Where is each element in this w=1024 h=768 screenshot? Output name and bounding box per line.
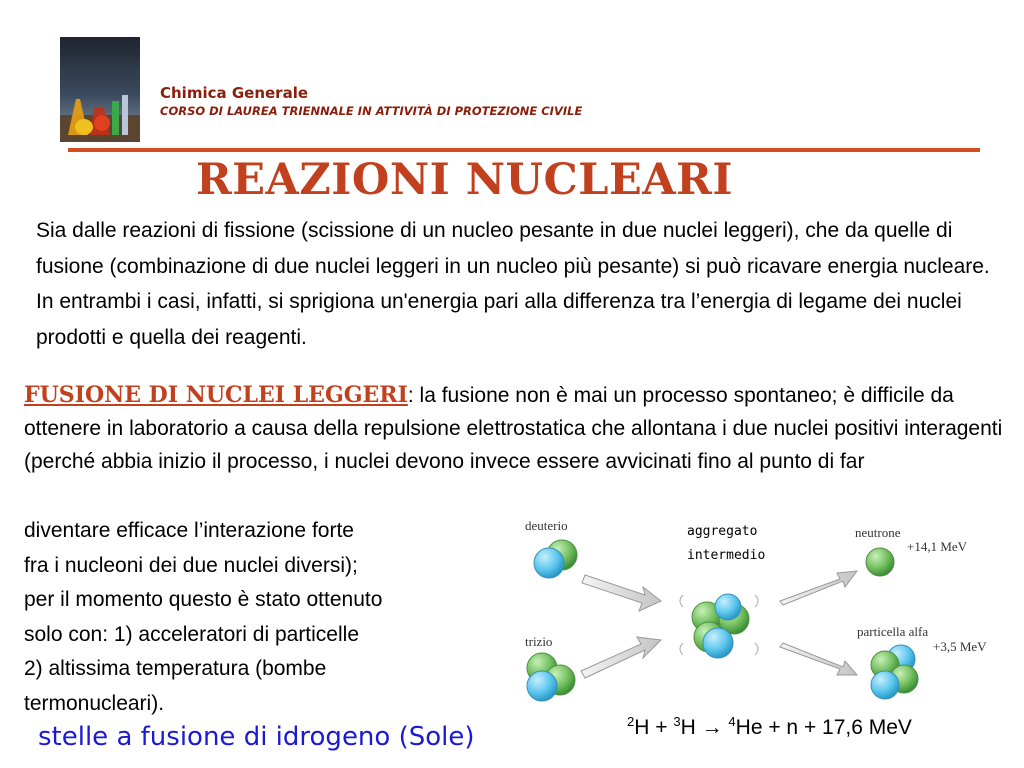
slide-title: REAZIONI NUCLEARI	[196, 155, 733, 205]
arrow-icon: →	[701, 716, 723, 739]
deuterium-label: deuterio	[525, 518, 568, 533]
fusion-line: 2) altissima temperatura (bombe	[24, 657, 327, 680]
fusion-line: termonucleari).	[24, 691, 165, 715]
flask-icon	[60, 37, 140, 142]
fusion-continuation	[24, 514, 514, 721]
proton-ball	[715, 594, 741, 620]
arrow-icon	[581, 637, 661, 678]
aggregate-label: aggregato	[687, 524, 758, 539]
mass-number: 4	[728, 714, 736, 729]
arrow-icon	[780, 571, 857, 605]
fusion-equation	[627, 716, 912, 740]
arrow-icon	[780, 643, 857, 675]
fusion-diagram	[515, 515, 1020, 720]
proton-ball	[527, 671, 557, 701]
tritium-label: trizio	[525, 634, 553, 649]
arrow-icon	[582, 575, 661, 611]
equation-part: He + n + 17,6 MeV	[735, 716, 912, 739]
equation-part: H +	[634, 716, 674, 739]
mass-number: 3	[673, 714, 681, 729]
fusion-paragraph	[24, 379, 1004, 478]
proton-ball	[703, 628, 733, 658]
fusion-text: : la fusione non è mai un processo spontaneo; è difficile da ottenere in laboratorio a causa della repulsione elettrostatica che allontana i due nuclei positivi interagenti (perché abbia inizio il processo, i nuclei devono invece essere avvicinati fino al punto di far	[24, 384, 1003, 473]
fusion-line: diventare efficace l’interazione forte	[24, 519, 354, 542]
aggregate-label: intermedio	[687, 548, 766, 563]
fusion-line: per il momento questo è stato ottenuto	[24, 588, 383, 611]
fusion-line: solo con: 1) acceleratori di particelle	[24, 622, 359, 646]
chemistry-logo	[60, 37, 140, 142]
course-title: Chimica Generale	[160, 84, 309, 102]
stars-note: stelle a fusione di idrogeno (Sole)	[38, 722, 475, 752]
alpha-energy: +3,5 MeV	[933, 639, 987, 654]
fusion-line: fra i nucleoni dei due nuclei diversi);	[24, 553, 358, 577]
mass-number: 2	[627, 714, 635, 729]
alpha-label: particella alfa	[857, 624, 929, 639]
neutron-ball	[866, 548, 894, 576]
course-subtitle: CORSO DI LAUREA TRIENNALE IN ATTIVITÀ DI PROTEZIONE CIVILE	[160, 104, 583, 118]
proton-ball	[534, 548, 564, 578]
header-divider	[68, 148, 980, 152]
intro-paragraph: Sia dalle reazioni di fissione (scissione di un nucleo pesante in due nuclei leggeri), che da quelle di fusione (combinazione di due nuclei leggeri in un nucleo più pesante) si può ricavare energia nucleare. In entrambi i casi, infatti, si sprigiona un'energia pari alla differenza tra l’energia di legame dei nuclei prodotti e quella dei reagenti.	[36, 219, 990, 349]
proton-ball	[871, 671, 899, 699]
fusion-heading: FUSIONE DI NUCLEI LEGGERI	[24, 382, 408, 408]
equation-part: H	[680, 716, 702, 739]
neutron-label: neutrone	[855, 525, 901, 540]
neutron-energy: +14,1 MeV	[907, 539, 968, 554]
